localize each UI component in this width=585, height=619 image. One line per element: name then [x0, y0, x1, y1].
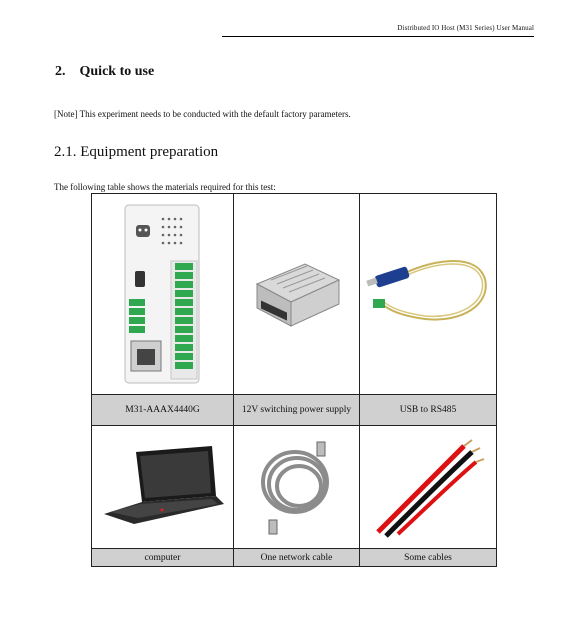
usb-rs485-adapter-image [365, 249, 491, 339]
table-row-images-2 [92, 426, 497, 549]
intro-paragraph: The following table shows the materials required for this test: [54, 182, 276, 192]
section-number: 2. [55, 64, 66, 79]
materials-table [91, 193, 497, 567]
table-cell-image [92, 426, 234, 549]
section-title [55, 64, 154, 80]
laptop-image [100, 444, 226, 530]
table-cell-label: One network cable [234, 549, 360, 567]
subsection-title: 2.1. Equipment preparation [54, 144, 219, 160]
header-rule [222, 36, 534, 37]
io-module-image [115, 199, 211, 389]
network-cable-image [247, 432, 347, 542]
cables-image [368, 432, 488, 542]
table-row-labels-2 [92, 549, 497, 567]
table-cell-image [234, 194, 360, 395]
table-cell-image [92, 194, 234, 395]
table-cell-label: M31-AAAX4440G [92, 395, 234, 426]
note-paragraph: [Note] This experiment needs to be conducted with the default factory parameters. [54, 109, 351, 119]
table-cell-image [360, 194, 497, 395]
table-cell-label [234, 395, 360, 426]
table-cell-label: USB to RS485 [360, 395, 497, 426]
table-cell-image [360, 426, 497, 549]
table-row-labels-1 [92, 395, 497, 426]
section-title-text: Quick to use [79, 64, 155, 79]
table-row-images-1 [92, 194, 497, 395]
running-header: Distributed IO Host (M31 Series) User Manual [397, 24, 534, 32]
table-cell-label: Some cables [360, 549, 497, 567]
power-supply-image [247, 254, 347, 334]
table-cell-image [234, 426, 360, 549]
table-cell-label: computer [92, 549, 234, 567]
label-text: 12V switching power supply [241, 405, 352, 415]
